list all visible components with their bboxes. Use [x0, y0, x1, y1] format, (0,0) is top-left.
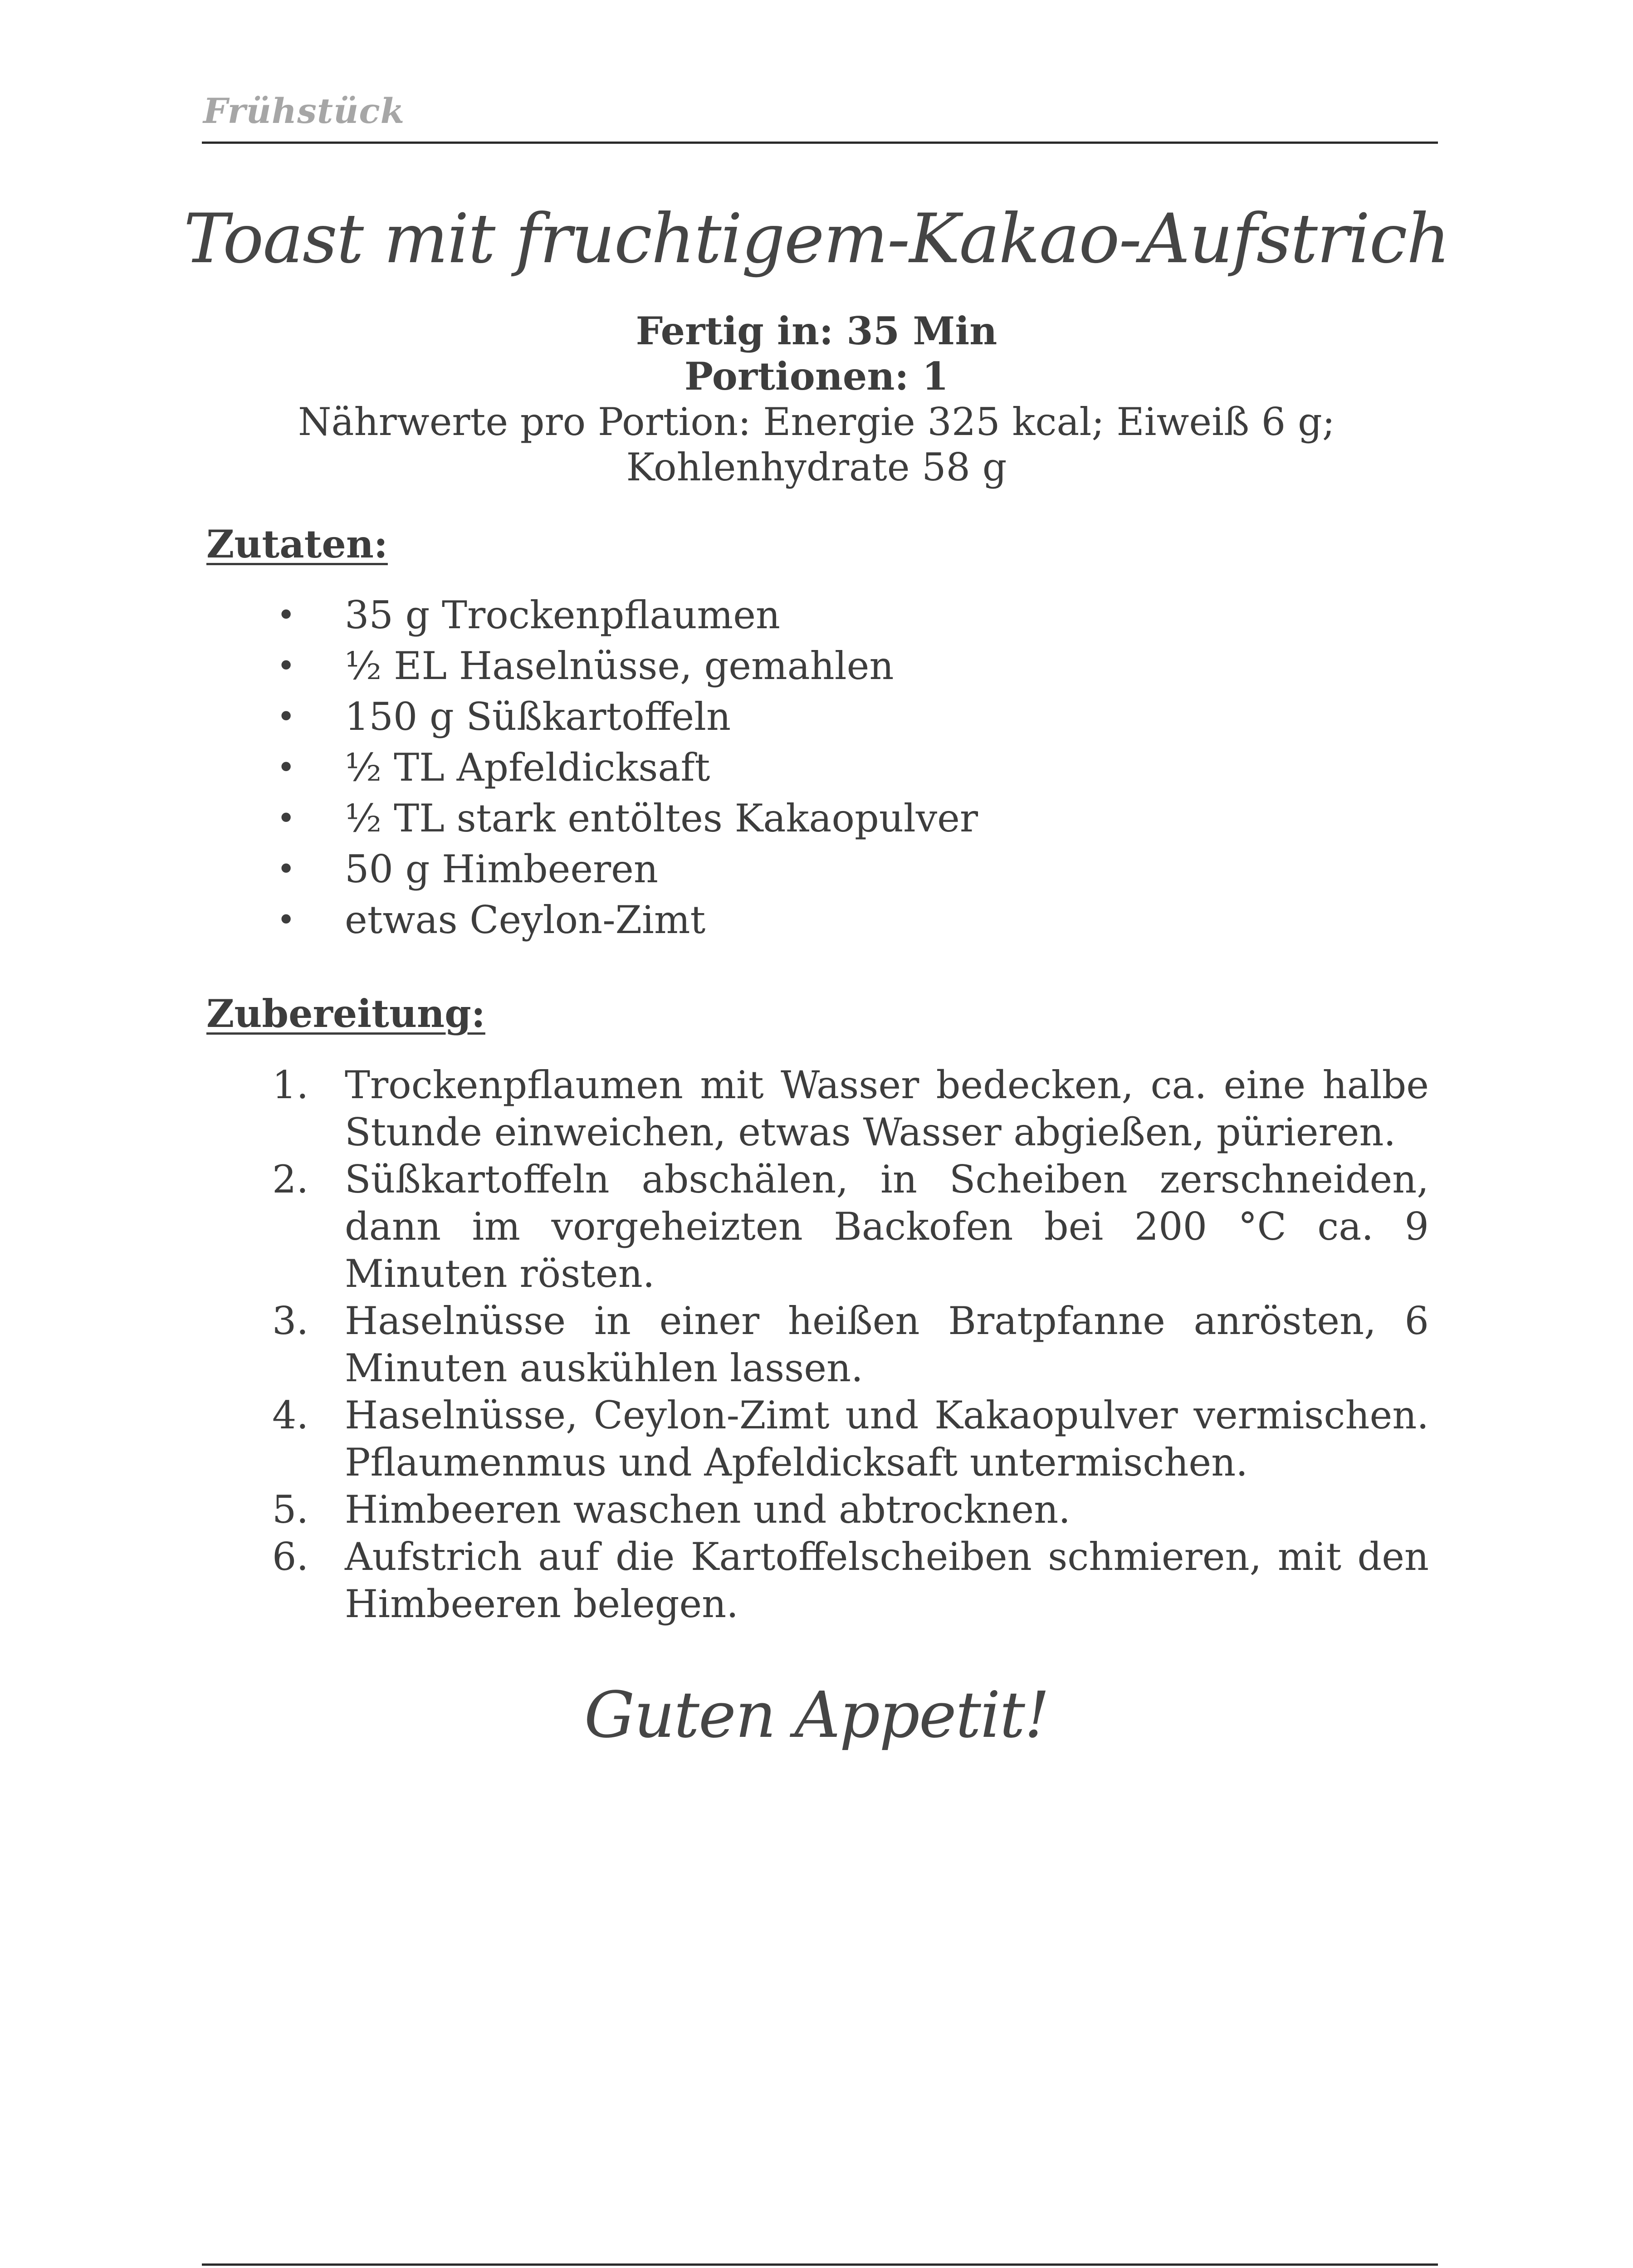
ingredients-list — [254, 590, 978, 945]
ingredient-item — [254, 742, 978, 793]
servings: Portionen: 1 — [684, 354, 949, 399]
running-header: Frühstück — [203, 91, 405, 131]
step-item — [272, 1533, 1429, 1628]
recipe-meta — [272, 308, 1361, 490]
recipe-title: Toast mit fruchtigem-Kakao-Aufstrich — [183, 200, 1450, 279]
nutrition-line-2: Kohlenhydrate 58 g — [626, 445, 1007, 489]
preparation-steps — [272, 1061, 1429, 1628]
prep-time: Fertig in: 35 Min — [636, 308, 997, 353]
bullet-icon: • — [277, 596, 296, 634]
ingredients-heading: Zutaten: — [206, 522, 388, 567]
step-number: 1. — [272, 1063, 309, 1107]
bullet-icon: • — [277, 800, 296, 837]
step-number: 4. — [272, 1393, 309, 1437]
ingredient-item — [254, 793, 978, 844]
bullet-icon: • — [277, 647, 296, 684]
ingredient-text: ½ EL Haselnüsse, gemahlen — [345, 644, 894, 688]
step-text: Himbeeren waschen und abtrocknen. — [345, 1487, 1071, 1532]
step-item — [272, 1156, 1429, 1297]
ingredient-item — [254, 844, 978, 894]
step-text: Haselnüsse, Ceylon-Zimt und Kakaopulver vermischen. Pflaumenmus und Apfeldicksaft untermischen. — [345, 1393, 1429, 1485]
bullet-icon: • — [277, 850, 296, 888]
step-item — [272, 1392, 1429, 1486]
step-item — [272, 1486, 1429, 1533]
ingredient-item — [254, 894, 978, 945]
bullet-icon: • — [277, 749, 296, 786]
step-text: Trockenpflaumen mit Wasser bedecken, ca. eine halbe Stunde einweichen, etwas Wasser abgießen, pürieren. — [345, 1063, 1429, 1154]
ingredient-text: 35 g Trockenpflaumen — [345, 593, 781, 637]
ingredient-text: ½ TL stark entöltes Kakaopulver — [345, 796, 978, 841]
ingredient-text: 50 g Himbeeren — [345, 847, 658, 891]
step-item — [272, 1297, 1429, 1392]
step-text: Haselnüsse in einer heißen Bratpfanne anrösten, 6 Minuten auskühlen lassen. — [345, 1299, 1429, 1390]
step-item — [272, 1061, 1429, 1156]
step-text: Aufstrich auf die Kartoffelscheiben schmieren, mit den Himbeeren belegen. — [345, 1535, 1429, 1626]
header-divider — [202, 142, 1438, 144]
ingredient-text: 150 g Süßkartoffeln — [345, 694, 731, 739]
ingredient-item — [254, 640, 978, 691]
step-text: Süßkartoffeln abschälen, in Scheiben zerschneiden, dann im vorgeheizten Backofen bei 200 °C ca. 9 Minuten rösten. — [345, 1157, 1429, 1296]
bullet-icon: • — [277, 698, 296, 735]
ingredient-item — [254, 590, 978, 640]
step-number: 3. — [272, 1299, 309, 1343]
step-number: 5. — [272, 1487, 309, 1532]
ingredient-text: etwas Ceylon-Zimt — [345, 898, 706, 942]
footer-divider — [202, 2263, 1438, 2266]
bullet-icon: • — [277, 901, 296, 938]
nutrition-line-1: Nährwerte pro Portion: Energie 325 kcal; Eiweiß 6 g; — [298, 400, 1335, 444]
ingredient-text: ½ TL Apfeldicksaft — [345, 745, 710, 790]
step-number: 6. — [272, 1535, 309, 1579]
step-number: 2. — [272, 1157, 309, 1202]
closing-greeting: Guten Appetit! — [584, 1678, 1049, 1752]
ingredient-item — [254, 691, 978, 742]
preparation-heading: Zubereitung: — [206, 991, 485, 1036]
